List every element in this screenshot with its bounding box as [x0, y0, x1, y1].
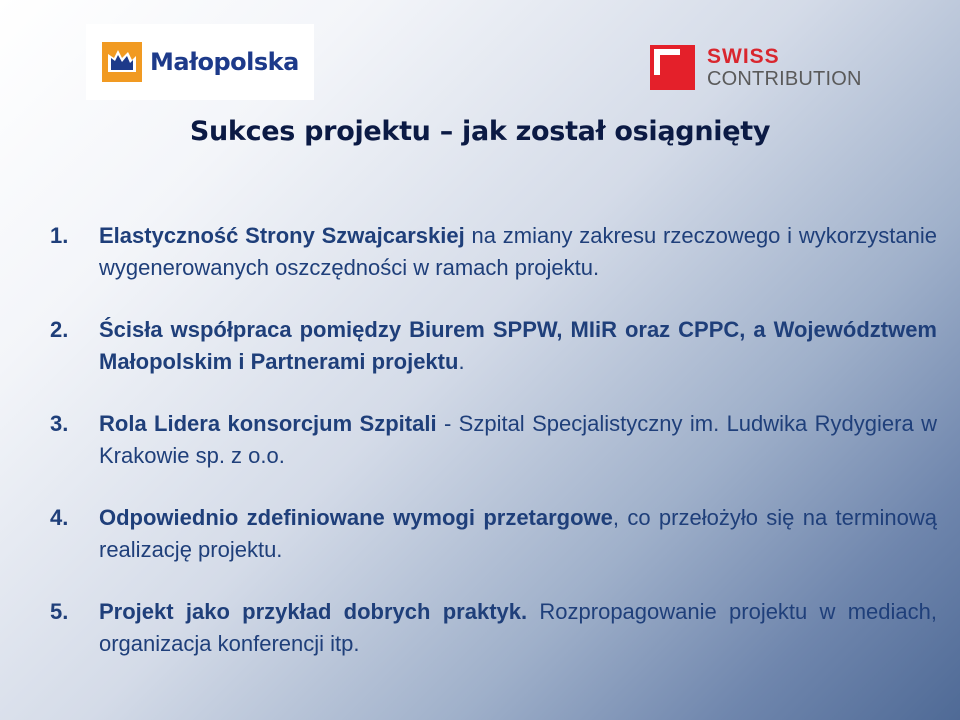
swiss-logo-line1: SWISS — [707, 44, 780, 68]
list-item — [50, 408, 937, 472]
item-rest-text: . — [458, 349, 465, 374]
item-text — [99, 502, 937, 566]
swiss-logo-line2: CONTRIBUTION — [707, 67, 862, 90]
malopolska-logo — [86, 24, 314, 100]
malopolska-logo-text: Małopolska — [150, 48, 299, 76]
list-item — [50, 596, 937, 660]
item-bold-text: Projekt jako przykład dobrych praktyk. — [99, 599, 528, 624]
item-number: 4. — [50, 505, 69, 530]
item-number: 3. — [50, 411, 69, 436]
item-bold-text: Rola Lidera konsorcjum Szpitali — [99, 411, 437, 436]
item-text — [99, 596, 937, 660]
list-item — [50, 314, 937, 378]
swiss-flag-icon — [650, 45, 695, 90]
item-text — [99, 220, 937, 284]
item-text — [99, 314, 937, 378]
item-number: 2. — [50, 317, 69, 342]
list-item — [50, 502, 937, 566]
list-item — [50, 220, 937, 284]
item-number: 1. — [50, 223, 69, 248]
item-bold-text: Ścisła współpraca pomiędzy Biurem SPPW, MIiR oraz CPPC, a Województwem Małopolskim i Partnerami projektu — [99, 317, 937, 374]
item-rest-text: - Szpital Specjalistyczny im. Ludwika Rydygiera w Krakowie sp. z o.o. — [99, 411, 937, 468]
item-bold-text: Elastyczność Strony Szwajcarskiej — [99, 223, 465, 248]
item-number: 5. — [50, 599, 69, 624]
item-text — [99, 408, 937, 472]
swiss-contribution-logo — [650, 44, 862, 90]
malopolska-emblem-icon — [102, 42, 142, 82]
item-rest-text: , co przełożyło się na terminową realizację projektu. — [99, 505, 937, 562]
success-factors-list — [50, 220, 937, 690]
item-rest-text: na zmiany zakresu rzeczowego i wykorzystanie wygenerowanych oszczędności w ramach projektu. — [99, 223, 938, 280]
item-bold-text: Odpowiednio zdefiniowane wymogi przetargowe — [99, 505, 613, 530]
item-rest-text: Rozpropagowanie projektu w mediach, organizacja konferencji itp. — [99, 599, 937, 656]
slide-title: Sukces projektu – jak został osiągnięty — [189, 116, 771, 147]
